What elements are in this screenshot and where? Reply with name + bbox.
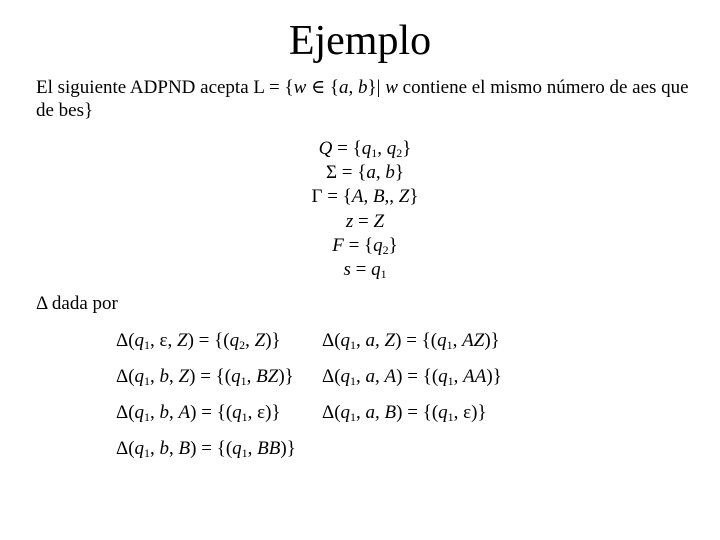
def-s-eq: =	[350, 259, 372, 281]
transition-q1-b-Z: $\Delta(q_1$, b, $Z) = \{(q_1$, BZ)}	[116, 366, 294, 388]
transition-q1-b-A: $\Delta(q_1$, b, $A) = \{(q_1$, ε)}	[116, 402, 281, 424]
def-input-alphabet	[230, 161, 500, 185]
transition-q1-a-Z: $\Delta(q_1$, a, $Z) = \{(q_1$, AZ)}	[322, 330, 500, 352]
def-sigma-a: a	[366, 162, 376, 184]
def-z-value: Z	[373, 210, 385, 232]
def-final-states	[230, 234, 500, 258]
intro-var-w2: w	[385, 77, 398, 98]
def-states-q1: q	[361, 138, 372, 159]
def-z-eq: =	[353, 210, 374, 232]
def-z-symbol: z	[345, 210, 354, 232]
def-f-eq: = {	[343, 234, 374, 256]
def-gamma-sep2: ,,	[384, 186, 399, 208]
def-f-q-sub: 2	[382, 242, 389, 257]
def-states-eq: = {	[332, 138, 362, 159]
def-s-q-sub: 1	[380, 267, 387, 282]
intro-after-set: }|	[367, 77, 386, 98]
def-f-close: }	[388, 234, 398, 256]
def-gamma-eq: = {	[322, 186, 352, 208]
def-sigma-close: }	[394, 162, 405, 184]
transition-q1-a-A: $\Delta(q_1$, a, $A) = \{(q_1$, AA)}	[322, 366, 502, 388]
def-sigma-b: b	[385, 162, 395, 184]
def-f-q: q	[373, 234, 383, 256]
def-stack-alphabet	[230, 185, 500, 209]
delta-label: Δ dada por	[36, 293, 118, 314]
transition-q1-eps-Z: $\Delta(q_1$, ε, $Z) = \{(q_2$, Z)}	[116, 330, 281, 352]
intro-suffix: contiene el mismo número de aes que de bes}	[36, 77, 689, 121]
def-gamma-symbol: Γ	[311, 186, 323, 208]
intro-paragraph	[36, 76, 696, 122]
def-states-sep: ,	[377, 138, 387, 159]
def-states-symbol: Q	[318, 138, 333, 159]
def-initial-stack	[230, 210, 500, 234]
intro-sep: ,	[348, 77, 359, 98]
def-states	[230, 137, 500, 161]
def-start-state	[230, 258, 500, 282]
def-gamma-close: }	[409, 186, 419, 208]
def-gamma-B: B	[372, 186, 385, 208]
def-states-close: }	[402, 138, 412, 159]
intro-prefix: El siguiente ADPND acepta L = {	[36, 77, 294, 98]
def-gamma-Z: Z	[398, 186, 410, 208]
def-states-q2: q	[386, 138, 397, 159]
def-s-symbol: s	[343, 259, 351, 281]
intro-var-w: w	[293, 77, 307, 98]
transition-q1-b-B: $\Delta(q_1$, b, $B) = \{(q_1$, BB)}	[116, 438, 296, 460]
def-f-symbol: F	[332, 234, 344, 256]
intro-b: b	[358, 77, 368, 98]
intro-member: ∈ {	[306, 77, 340, 98]
automaton-definitions	[230, 137, 500, 282]
def-gamma-sep1: ,	[363, 186, 373, 208]
intro-a: a	[339, 77, 349, 98]
def-sigma-eq: = {	[337, 162, 367, 184]
def-states-q2-sub: 2	[396, 146, 403, 160]
def-sigma-symbol: Σ	[325, 162, 338, 184]
transition-q1-a-B: $\Delta(q_1$, a, $B) = \{(q_1$, ε)}	[322, 402, 487, 424]
def-sigma-sep: ,	[375, 162, 386, 184]
slide-title: Ejemplo	[288, 18, 432, 64]
def-states-q1-sub: 1	[371, 146, 378, 160]
def-s-q: q	[371, 259, 381, 281]
def-gamma-A: A	[351, 186, 364, 208]
